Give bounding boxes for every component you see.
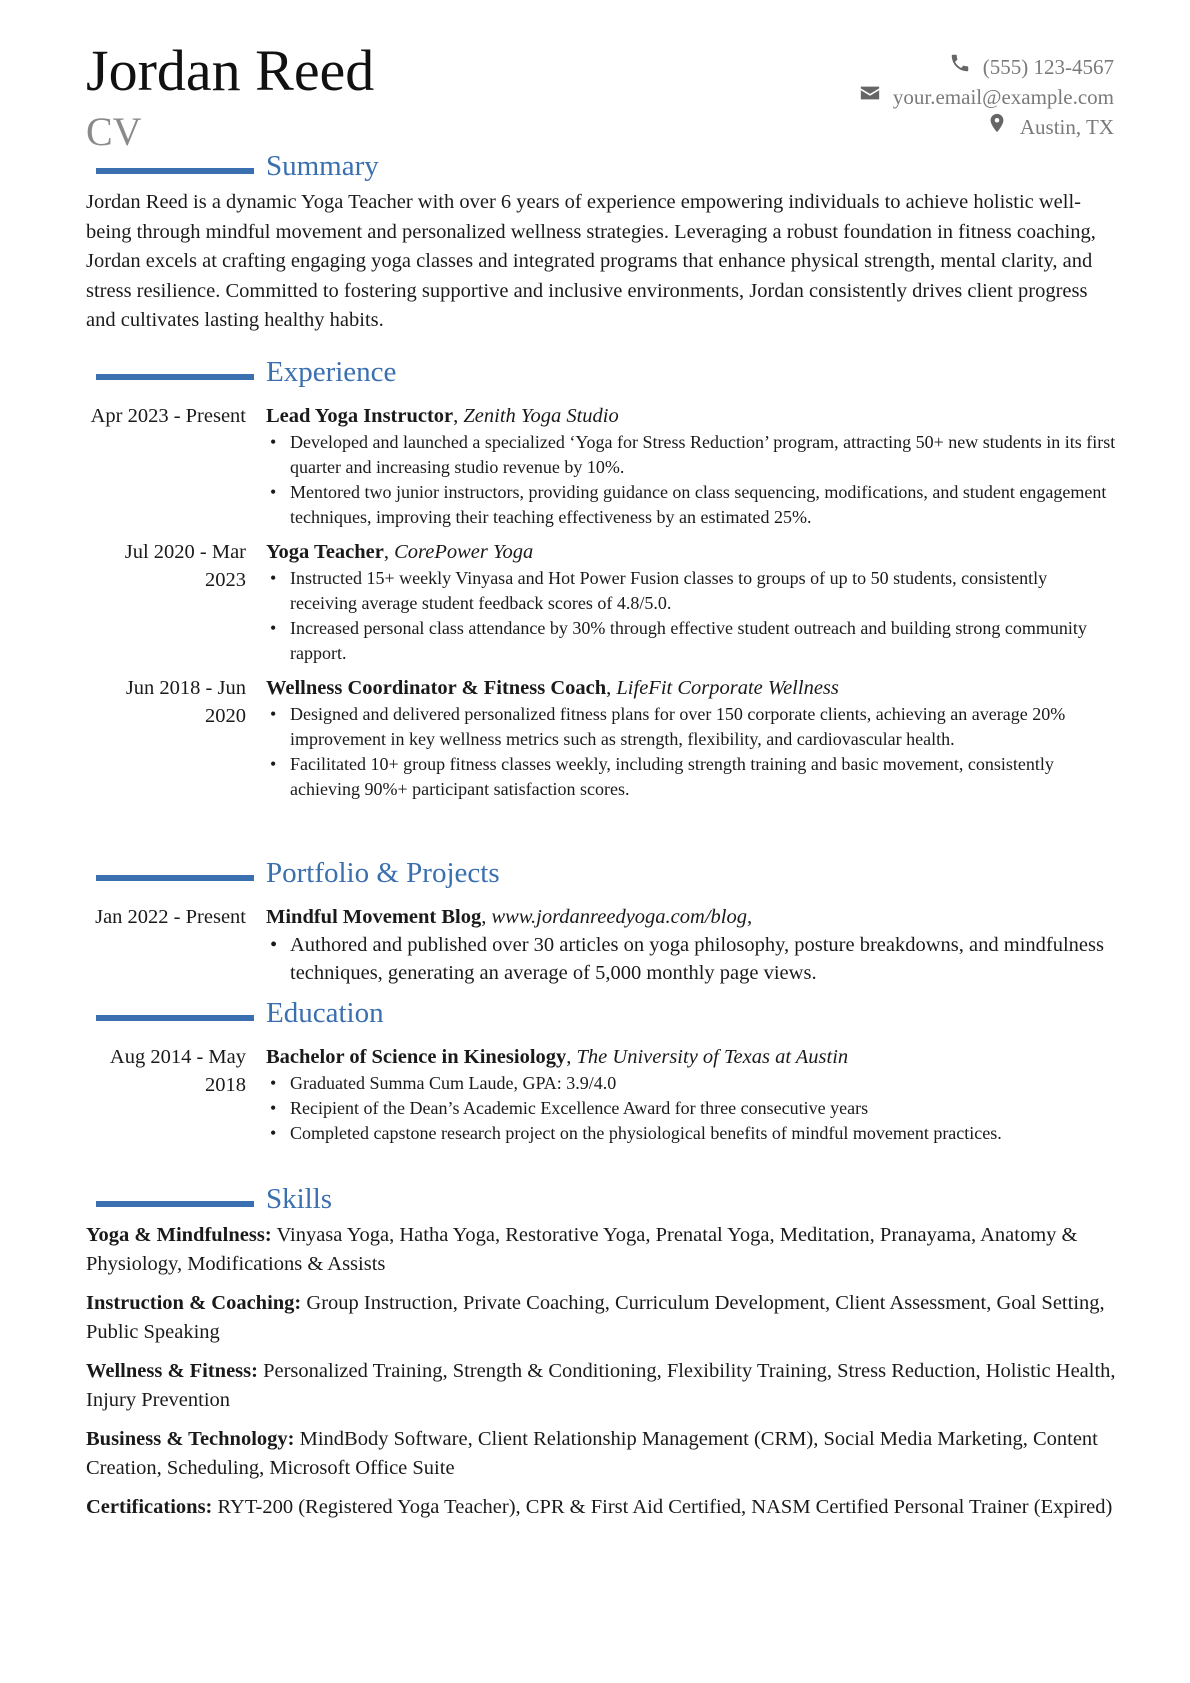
bullet-item: • Facilitated 10+ group fitness classes weekly, including strength training and basic movement, consistently achieving 90%+ participant satisfaction scores. (266, 752, 1116, 802)
entry-heading: Mindful Movement Blog, www.jordanreedyoga.com/blog, (266, 906, 753, 928)
summary-section (86, 150, 1116, 336)
entry-role: Lead Yoga Instructor (266, 405, 454, 427)
bullet-item: • Designed and delivered personalized fitness plans for over 150 corporate clients, achieving an average 20% improvement in key wellness metrics such as strength, flexibility, and cardiovascular health. (266, 702, 1116, 752)
entry-date: Apr 2023 - Present (90, 405, 246, 427)
envelope-icon (859, 82, 881, 112)
entry-body (266, 538, 1116, 666)
skill-label: Instruction & Coaching: (86, 1292, 302, 1314)
entry-role: Wellness Coordinator & Fitness Coach (266, 677, 607, 699)
entry-date: Jun 2018 - Jun 2020 (125, 677, 246, 727)
section-header (86, 997, 1116, 1035)
phone-icon (949, 52, 971, 82)
bullet-item: • Mentored two junior instructors, providing guidance on class sequencing, modifications, and student engagement techniques, improving their teaching effectiveness by an estimated 25%. (266, 480, 1116, 530)
document-subtitle: CV (86, 109, 142, 154)
experience-section (86, 356, 1116, 802)
section-accent-bar (96, 875, 254, 881)
bullet-item: • Instructed 15+ weekly Vinyasa and Hot Power Fusion classes to groups of up to 50 students, consistently receiving average student feedback scores of 4.8/5.0. (266, 566, 1116, 616)
bullet-item: • Graduated Summa Cum Laude, GPA: 3.9/4.0 (266, 1071, 1116, 1096)
skill-label: Yoga & Mindfulness: (86, 1224, 272, 1246)
entry-bullets (266, 931, 1116, 987)
portfolio-section (86, 857, 1116, 987)
skill-value: Group Instruction, Private Coaching, Curriculum Development, Client Assessment, Goal Setting, Public Speaking (86, 1292, 1105, 1343)
contact-email (859, 82, 1114, 112)
experience-entry (86, 402, 1116, 530)
skill-line (86, 1289, 1116, 1347)
entry-bullets (266, 1071, 1116, 1146)
experience-entry (86, 538, 1116, 666)
section-title: Summary (266, 150, 379, 182)
education-entry (86, 1043, 1116, 1146)
email-address[interactable]: your.email@example.com (892, 84, 1114, 109)
candidate-name: Jordan Reed (86, 38, 375, 103)
skill-label: Wellness & Fitness: (86, 1360, 258, 1382)
entry-org: LifeFit Corporate Wellness (616, 677, 839, 699)
entry-org: CorePower Yoga (394, 541, 534, 563)
skill-line (86, 1357, 1116, 1415)
section-title: Education (266, 997, 384, 1029)
entry-heading: Wellness Coordinator & Fitness Coach, LifeFit Corporate Wellness (266, 677, 839, 699)
entry-role: Yoga Teacher (266, 541, 384, 563)
education-section (86, 997, 1116, 1146)
entry-body (266, 402, 1116, 530)
bullet-item: • Authored and published over 30 articles on yoga philosophy, posture breakdowns, and mindfulness techniques, generating an average of 5,000 monthly page views. (266, 931, 1116, 987)
contact-location (859, 112, 1114, 142)
experience-entry (86, 674, 1116, 802)
bullet-item: • Completed capstone research project on the physiological benefits of mindful movement practices. (266, 1121, 1116, 1146)
entry-heading: Bachelor of Science in Kinesiology, The University of Texas at Austin (266, 1046, 849, 1068)
entry-org: Zenith Yoga Studio (463, 405, 619, 427)
map-pin-icon (986, 112, 1008, 142)
contact-block (859, 52, 1114, 142)
section-title: Experience (266, 356, 397, 388)
section-title: Skills (266, 1183, 333, 1215)
entry-body (266, 1043, 1116, 1146)
entry-org: The University of Texas at Austin (576, 1046, 849, 1068)
skill-line (86, 1425, 1116, 1483)
skill-label: Certifications: (86, 1496, 213, 1518)
section-header (86, 1183, 1116, 1221)
location-text: Austin, TX (1019, 114, 1114, 139)
entry-role: Mindful Movement Blog (266, 906, 482, 928)
entry-bullets (266, 702, 1116, 802)
skills-section (86, 1183, 1116, 1532)
bullet-item: • Recipient of the Dean’s Academic Excellence Award for three consecutive years (266, 1096, 1116, 1121)
entry-date: Jul 2020 - Mar 2023 (124, 541, 246, 591)
entry-bullets (266, 566, 1116, 666)
skill-value: RYT-200 (Registered Yoga Teacher), CPR & First Aid Certified, NASM Certified Personal Trainer (Expired) (217, 1496, 1113, 1518)
section-accent-bar (96, 1015, 254, 1021)
entry-bullets (266, 430, 1116, 530)
summary-text: Jordan Reed is a dynamic Yoga Teacher with over 6 years of experience empowering individuals to achieve holistic well-being through mindful movement and personalized wellness strategies. Leveraging a robust foundation in fitness coaching, Jordan excels at crafting engaging yoga classes and integrated programs that enhance physical strength, mental clarity, and stress resilience. Committed to fostering supportive and inclusive environments, Jordan consistently drives client progress and cultivates lasting healthy habits. (86, 191, 1096, 331)
phone-number[interactable]: (555) 123-4567 (982, 54, 1114, 79)
section-accent-bar (96, 374, 254, 380)
section-header (86, 150, 1116, 188)
section-title: Portfolio & Projects (266, 857, 500, 889)
bullet-item: • Increased personal class attendance by 30% through effective student outreach and building strong community rapport. (266, 616, 1116, 666)
contact-phone (859, 52, 1114, 82)
entry-date: Jan 2022 - Present (95, 906, 246, 928)
skill-line (86, 1493, 1116, 1522)
skill-value: MindBody Software, Client Relationship Management (CRM), Social Media Marketing, Content Creation, Scheduling, Microsoft Office Suite (86, 1428, 1098, 1479)
entry-date: Aug 2014 - May 2018 (109, 1046, 246, 1096)
section-header (86, 356, 1116, 394)
entry-body (266, 903, 1116, 987)
section-header (86, 857, 1116, 895)
entry-heading: Yoga Teacher, CorePower Yoga (266, 541, 534, 563)
skill-label: Business & Technology: (86, 1428, 295, 1450)
section-accent-bar (96, 168, 254, 174)
skill-value: Personalized Training, Strength & Conditioning, Flexibility Training, Stress Reduction, Holistic Health, Injury Prevention (86, 1360, 1116, 1411)
entry-body (266, 674, 1116, 802)
entry-heading: Lead Yoga Instructor, Zenith Yoga Studio (266, 405, 619, 427)
blog-link[interactable]: www.jordanreedyoga.com/blog, (491, 906, 753, 928)
skill-line (86, 1221, 1116, 1279)
bullet-item: • Developed and launched a specialized ‘Yoga for Stress Reduction’ program, attracting 50+ new students in its first quarter and increasing studio revenue by 10%. (266, 430, 1116, 480)
section-accent-bar (96, 1201, 254, 1207)
skill-value: Vinyasa Yoga, Hatha Yoga, Restorative Yoga, Prenatal Yoga, Meditation, Pranayama, Anatomy & Physiology, Modifications & Assists (86, 1224, 1078, 1275)
portfolio-entry (86, 903, 1116, 987)
entry-role: Bachelor of Science in Kinesiology (266, 1046, 567, 1068)
